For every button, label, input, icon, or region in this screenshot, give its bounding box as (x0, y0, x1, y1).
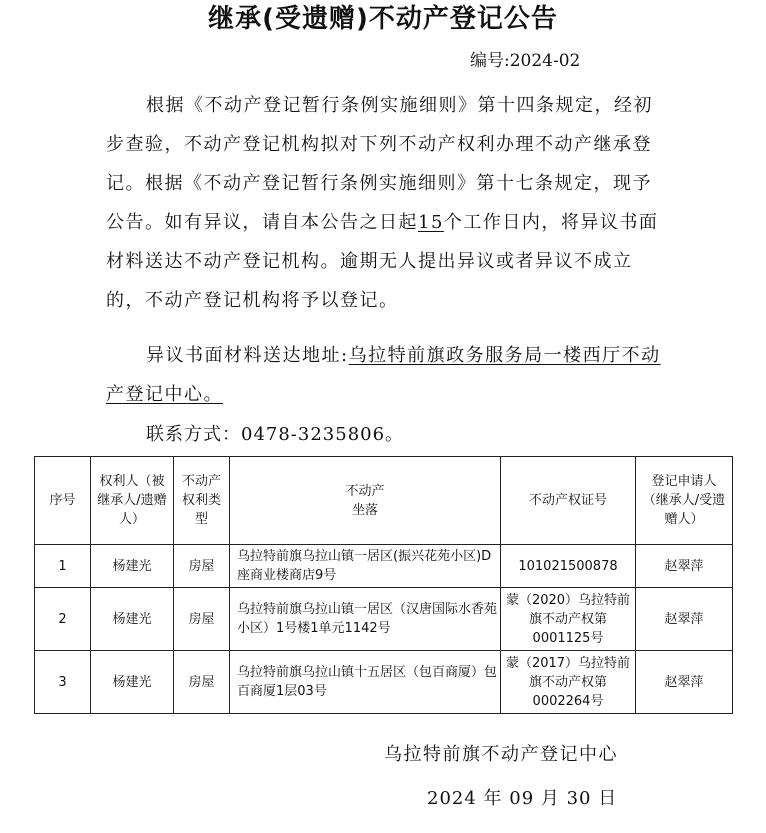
header-right-type: 不动产权利类型 (174, 457, 230, 545)
cell-location: 乌拉特前旗乌拉山镇一居区(振兴花苑小区)D座商业楼商店9号 (230, 545, 501, 588)
cell-location: 乌拉特前旗乌拉山镇一居区（汉唐国际水香苑小区）1号楼1单元1142号 (230, 588, 501, 651)
header-right-holder: 权利人（被继承人/遗赠人） (91, 457, 174, 545)
cell-right-type: 房屋 (174, 588, 230, 651)
notice-title: 继承(受遗赠)不动产登记公告 (208, 4, 558, 34)
cell-applicant: 赵翠萍 (636, 588, 733, 651)
table-row (35, 588, 733, 651)
address-label: 异议书面材料送达地址: (146, 345, 349, 366)
contact-info: 联系方式：0478-3235806。 (146, 424, 405, 445)
table-header-row (35, 457, 733, 545)
cell-certificate: 蒙（2017）乌拉特前旗不动产权第0002264号 (501, 651, 636, 714)
header-index: 序号 (35, 457, 91, 545)
notice-paragraph-2 (106, 336, 662, 414)
property-table (34, 456, 733, 714)
cell-certificate: 蒙（2020）乌拉特前旗不动产权第0001125号 (501, 588, 636, 651)
table-row (35, 545, 733, 588)
cell-location: 乌拉特前旗乌拉山镇十五居区（包百商厦）包百商厦1层03号 (230, 651, 501, 714)
cell-right-type: 房屋 (174, 545, 230, 588)
cell-index: 2 (35, 588, 91, 651)
cell-applicant: 赵翠萍 (636, 545, 733, 588)
paragraph-1-text-a: 根据《不动产登记暂行条例实施细则》第十四条规定，经初步查验，不动产登记机构拟对下列不动产权利办理不动产继承登记。根据《不动产登记暂行条例实施细则》第十七条规定，现予公告。如有异议，请自本公告之日起 (106, 95, 653, 233)
table-row (35, 651, 733, 714)
notice-paragraph-1 (106, 86, 662, 320)
header-location: 不动产 坐落 (230, 457, 501, 545)
cell-index: 3 (35, 651, 91, 714)
objection-days: 15 (418, 212, 444, 233)
header-applicant: 登记申请人（继承人/受遗赠人） (636, 457, 733, 545)
cell-right-holder: 杨建光 (91, 588, 174, 651)
cell-certificate: 101021500878 (501, 545, 636, 588)
header-certificate: 不动产权证号 (501, 457, 636, 545)
delivery-address: 乌拉特前旗政务服务局一楼西厅不动产登记中心。 (106, 345, 661, 405)
issue-date: 2024 年 09 月 30 日 (427, 788, 618, 809)
cell-right-type: 房屋 (174, 651, 230, 714)
paragraph-1-text-b: 个工作日内，将异议书面材料送达不动产登记机构。逾期无人提出异议或者异议不成立的，不动产登记机构将予以登记。 (106, 212, 659, 311)
cell-right-holder: 杨建光 (91, 545, 174, 588)
cell-applicant: 赵翠萍 (636, 651, 733, 714)
document-number: 编号:2024-02 (470, 51, 581, 71)
cell-right-holder: 杨建光 (91, 651, 174, 714)
cell-index: 1 (35, 545, 91, 588)
issuing-organization: 乌拉特前旗不动产登记中心 (384, 744, 618, 765)
